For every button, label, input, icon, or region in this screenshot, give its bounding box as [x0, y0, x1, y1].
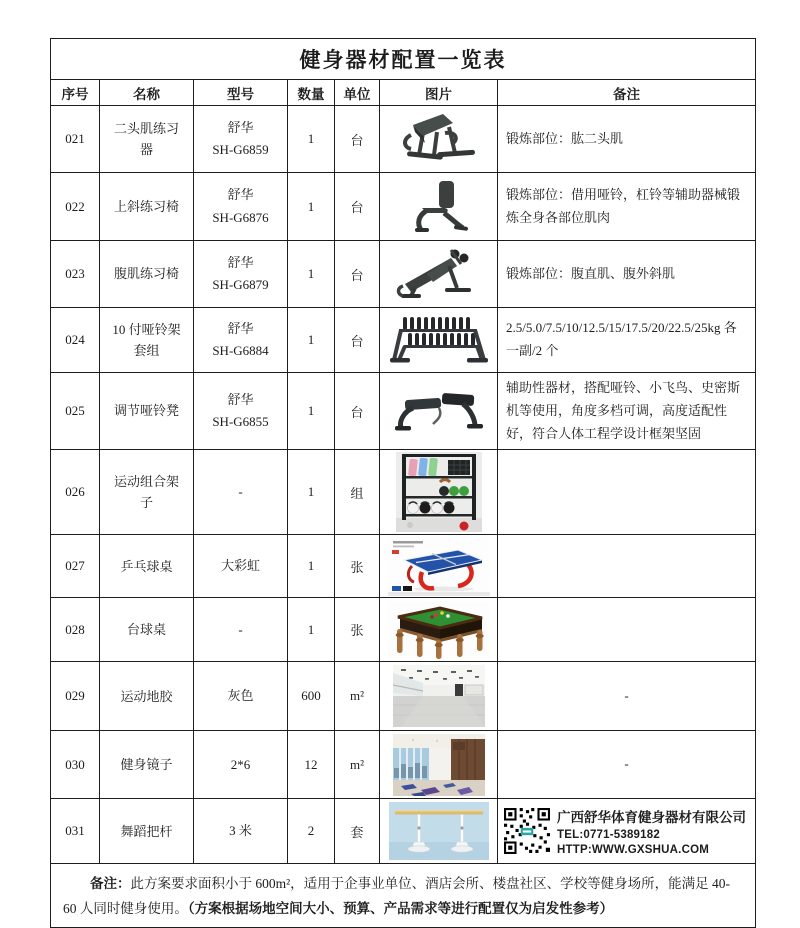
image-cell: [380, 450, 498, 535]
table-row: [51, 373, 756, 450]
model-line1: 大彩虹: [220, 558, 260, 574]
remark-cell: 锻炼部位：肱二头肌: [498, 106, 756, 173]
dumbbell-rack-image: [389, 314, 489, 366]
unit-cell: 张: [335, 598, 380, 662]
unit-cell: m²: [335, 662, 380, 731]
ballet-barre-image: [389, 802, 489, 860]
serial-cell: 031: [51, 799, 100, 864]
table-row: [51, 173, 756, 241]
image-cell: [380, 535, 498, 598]
serial-cell: 023: [51, 241, 100, 308]
remark-cell: [498, 535, 756, 598]
model-cell: [194, 241, 288, 308]
unit-cell: 台: [335, 373, 380, 450]
equipment-table: [50, 38, 755, 928]
name-cell: 健身镜子: [100, 731, 194, 799]
model-line1: 舒华: [227, 119, 254, 135]
model-line2: SH-G6876: [212, 209, 269, 225]
model-cell: [194, 799, 288, 864]
qty-cell: 1: [288, 308, 335, 373]
model-line1: 2*6: [230, 756, 251, 772]
name-cell: 乒乓球桌: [100, 535, 194, 598]
table-row: [51, 799, 756, 864]
serial-cell: 026: [51, 450, 100, 535]
serial-cell: 022: [51, 173, 100, 241]
pingpong-table-image: [388, 536, 490, 596]
image-cell: [380, 662, 498, 731]
serial-cell: 027: [51, 535, 100, 598]
col-header-unit: 单位: [335, 80, 380, 106]
qty-cell: 1: [288, 598, 335, 662]
image-cell: [380, 373, 498, 450]
col-header-image: 图片: [380, 80, 498, 106]
name-cell: 舞蹈把杆: [100, 799, 194, 864]
model-cell: [194, 308, 288, 373]
footer-note-label: 备注：: [90, 876, 131, 892]
serial-cell: 030: [51, 731, 100, 799]
table-row: [51, 241, 756, 308]
name-cell: 调节哑铃凳: [100, 373, 194, 450]
model-line1: 舒华: [227, 392, 254, 408]
table-row: [51, 106, 756, 173]
image-cell: [380, 598, 498, 662]
serial-cell: 021: [51, 106, 100, 173]
name-cell: 运动地胶: [100, 662, 194, 731]
remark-cell: 辅助性器材，搭配哑铃、小飞鸟、史密斯机等使用，角度多档可调，高度适配性好，符合人体工程学设计框架坚固: [498, 373, 756, 450]
storage-rack-photo: [396, 452, 482, 532]
serial-cell: 024: [51, 308, 100, 373]
model-line1: 灰色: [227, 688, 254, 704]
footer-note: [51, 864, 755, 927]
qty-cell: 600: [288, 662, 335, 731]
image-cell: [380, 173, 498, 241]
qty-cell: 12: [288, 731, 335, 799]
remark-cell: -: [498, 662, 756, 731]
remark-cell: -: [498, 731, 756, 799]
model-cell: [194, 450, 288, 535]
remark-cell: 2.5/5.0/7.5/10/12.5/15/17.5/20/22.5/25kg 各一副/2 个: [498, 308, 756, 373]
model-cell: [194, 598, 288, 662]
model-line1: 舒华: [227, 320, 254, 336]
qty-cell: 1: [288, 450, 335, 535]
supplier-info: [498, 802, 755, 860]
qty-cell: 1: [288, 173, 335, 241]
supplier-company-name: 广西舒华体育健身器材有限公司: [557, 810, 746, 826]
model-line2: SH-G6884: [212, 343, 269, 358]
serial-cell: 028: [51, 598, 100, 662]
page-title: 健身器材配置一览表: [51, 39, 756, 80]
image-cell: [380, 241, 498, 308]
remark-cell: 锻炼部位：腹直肌、腹外斜肌: [498, 241, 756, 308]
unit-cell: 台: [335, 106, 380, 173]
remark-cell: [498, 450, 756, 535]
name-cell: 运动组合架子: [100, 450, 194, 535]
remark-cell: [498, 799, 756, 864]
unit-cell: 套: [335, 799, 380, 864]
image-cell: [380, 106, 498, 173]
footer-row: [51, 864, 756, 928]
table-row: [51, 535, 756, 598]
model-line1: -: [238, 484, 243, 500]
name-cell: 台球桌: [100, 598, 194, 662]
model-cell: [194, 173, 288, 241]
col-header-remark: 备注: [498, 80, 756, 106]
footer-note-cell: [51, 864, 756, 928]
col-header-no: 序号: [51, 80, 100, 106]
name-cell: 上斜练习椅: [100, 173, 194, 241]
header-row: [51, 80, 756, 106]
qty-cell: 2: [288, 799, 335, 864]
table-row: [51, 598, 756, 662]
footer-note-emphasis: （方案根据场地空间大小、预算、产品需求等进行配置仅为启发性参考）: [187, 900, 614, 916]
adjustable-bench-image: [393, 386, 485, 436]
qr-code: [504, 808, 550, 854]
serial-cell: 029: [51, 662, 100, 731]
unit-cell: 台: [335, 173, 380, 241]
model-line2: SH-G6859: [212, 142, 269, 157]
model-cell: [194, 662, 288, 731]
name-cell: 腹肌练习椅: [100, 241, 194, 308]
table-row: [51, 450, 756, 535]
qty-cell: 1: [288, 106, 335, 173]
qty-cell: 1: [288, 535, 335, 598]
serial-cell: 025: [51, 373, 100, 450]
table-row: [51, 731, 756, 799]
model-cell: [194, 731, 288, 799]
image-cell: [380, 799, 498, 864]
billiard-table-image: [388, 601, 490, 659]
image-cell: [380, 731, 498, 799]
qty-cell: 1: [288, 373, 335, 450]
unit-cell: 台: [335, 308, 380, 373]
col-header-qty: 数量: [288, 80, 335, 106]
sports-flooring-photo: [393, 665, 485, 727]
incline-chair-image: [408, 178, 470, 236]
model-line2: SH-G6855: [212, 414, 269, 430]
model-line1: 舒华: [227, 254, 254, 270]
qty-cell: 1: [288, 241, 335, 308]
model-line1: 舒华: [227, 187, 254, 203]
model-cell: [194, 106, 288, 173]
name-cell: 二头肌练习器: [100, 106, 194, 173]
unit-cell: 台: [335, 241, 380, 308]
model-cell: [194, 373, 288, 450]
footer-note-body: 此方案要求面积小于 600m²，适用于企事业单位、酒店会所、楼盘社区、学校等健身场所，能满足 40-60 人同时健身使用。: [63, 876, 731, 916]
preacher-curl-bench-image: [393, 111, 485, 167]
supplier-website: HTTP:WWW.GXSHUA.COM: [557, 844, 710, 857]
ab-bench-image: [393, 246, 485, 302]
col-header-name: 名称: [100, 80, 194, 106]
col-header-model: 型号: [194, 80, 288, 106]
supplier-telephone: TEL:0771-5389182: [557, 829, 660, 842]
remark-cell: 锻炼部位：借用哑铃，杠铃等辅助器械锻炼全身各部位肌肉: [498, 173, 756, 241]
title-row: [51, 39, 756, 80]
image-cell: [380, 308, 498, 373]
unit-cell: 张: [335, 535, 380, 598]
table-row: [51, 308, 756, 373]
unit-cell: m²: [335, 731, 380, 799]
unit-cell: 组: [335, 450, 380, 535]
remark-cell: [498, 598, 756, 662]
model-line1: 3 米: [229, 823, 252, 839]
model-cell: [194, 535, 288, 598]
mirror-room-photo: [393, 734, 485, 796]
model-line2: SH-G6879: [212, 277, 269, 292]
model-line1: -: [238, 621, 243, 637]
name-cell: 10 付哑铃架套组: [100, 308, 194, 373]
table-row: [51, 662, 756, 731]
